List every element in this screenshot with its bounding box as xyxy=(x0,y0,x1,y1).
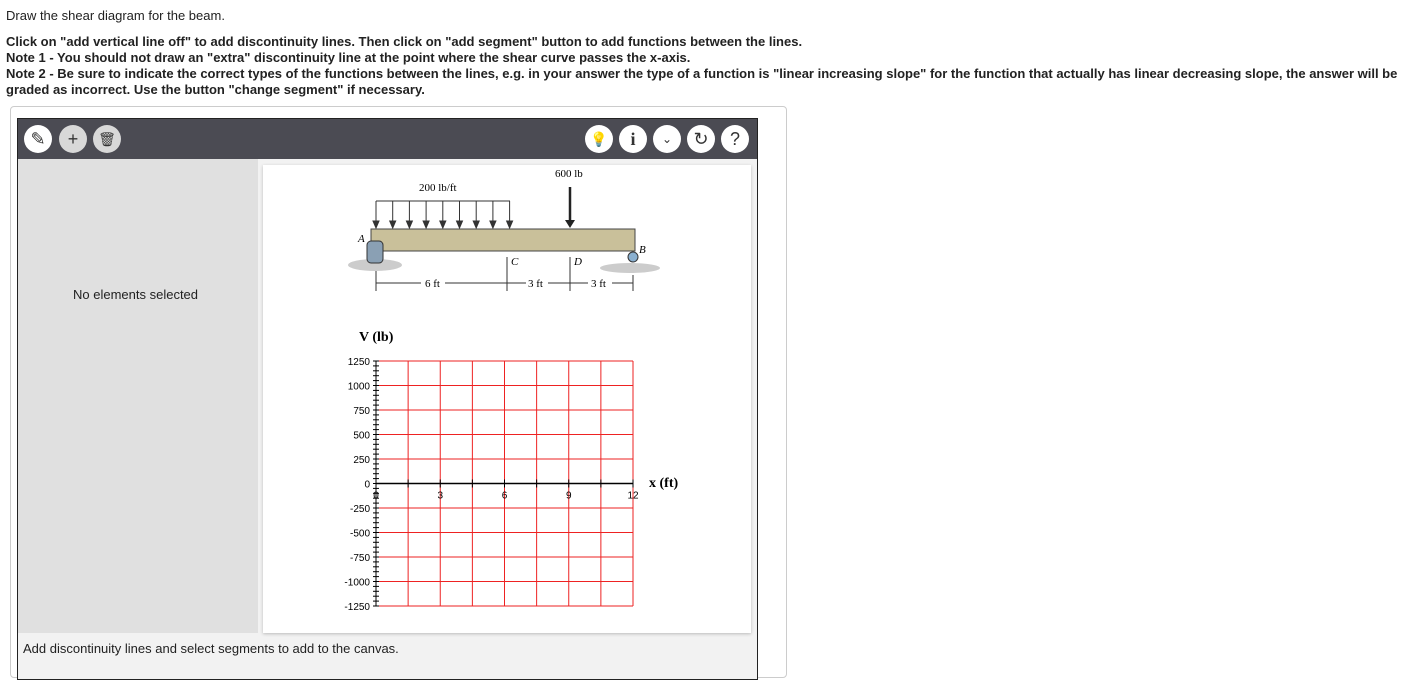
toolbar xyxy=(18,119,757,159)
chevron-down-icon: ⌄ xyxy=(661,132,673,146)
y-tick-label: 1000 xyxy=(347,381,370,393)
point-load-label: 600 lb xyxy=(555,168,583,180)
trash-icon: 🗑 xyxy=(98,130,116,147)
y-tick-label: -1250 xyxy=(344,602,370,613)
load-arrowhead-icon xyxy=(457,221,463,228)
beam-figure xyxy=(348,168,660,291)
help-button[interactable] xyxy=(721,125,749,153)
support-b-ground xyxy=(600,263,660,273)
y-tick-label: 750 xyxy=(353,406,370,417)
y-tick-label: -500 xyxy=(349,528,370,540)
y-tick-label: -750 xyxy=(349,553,370,564)
reset-button[interactable] xyxy=(687,125,715,153)
info-button[interactable] xyxy=(619,125,647,153)
beam xyxy=(371,229,635,251)
label-b: B xyxy=(639,244,646,256)
dropdown-button[interactable] xyxy=(653,125,681,153)
x-tick-label: 12 xyxy=(627,490,639,502)
lightbulb-icon: 💡 xyxy=(590,130,608,147)
x-tick-label: 3 xyxy=(437,490,444,502)
label-c: C xyxy=(511,256,519,268)
note-1: Note 1 - You should not draw an "extra" discontinuity line at the point where the shear curve passes the x-axis. xyxy=(6,50,691,65)
y-axis-label: V (lb) xyxy=(359,330,394,345)
problem-title: Draw the shear diagram for the beam. xyxy=(6,8,225,23)
no-selection-message: No elements selected xyxy=(73,287,199,302)
drawing-canvas[interactable] xyxy=(263,165,751,633)
pin-support-a xyxy=(367,241,383,263)
load-arrowhead-icon xyxy=(440,221,446,228)
label-d: D xyxy=(574,256,582,268)
distributed-load-label: 200 lb/ft xyxy=(419,182,457,194)
load-arrowhead-icon xyxy=(507,221,513,228)
y-tick-label: -250 xyxy=(349,504,370,515)
properties-panel xyxy=(18,159,258,633)
info-icon: i xyxy=(630,128,636,149)
hint-button[interactable] xyxy=(585,125,613,153)
pencil-plus-icon: ✎ xyxy=(30,128,46,149)
load-arrowhead-icon xyxy=(390,221,396,228)
add-vertical-line-button[interactable] xyxy=(24,125,52,153)
label-a: A xyxy=(358,233,365,245)
y-tick-label: -1000 xyxy=(344,577,370,589)
y-tick-label: 250 xyxy=(353,455,370,466)
delete-button[interactable] xyxy=(93,125,121,153)
distributed-load-arrows xyxy=(373,201,513,228)
load-arrowhead-icon xyxy=(490,221,496,228)
shear-diagram-tool xyxy=(17,118,758,680)
x-tick-label: 0 xyxy=(373,490,379,502)
canvas-svg xyxy=(263,165,751,633)
y-tick-label: 1250 xyxy=(347,357,370,368)
load-arrowhead-icon xyxy=(406,221,412,228)
dim-3ft-cd: 3 ft xyxy=(528,278,543,290)
instruction-line: Click on "add vertical line off" to add discontinuity lines. Then click on "add segment" button to add functions between the lines. xyxy=(6,34,803,49)
redo-icon: ↻ xyxy=(693,128,709,149)
shear-grid[interactable] xyxy=(344,357,639,613)
x-tick-label: 9 xyxy=(565,490,572,502)
dim-3ft-db: 3 ft xyxy=(591,278,606,290)
load-arrowhead-icon xyxy=(423,221,429,228)
add-segment-button[interactable] xyxy=(59,125,87,153)
question-icon: ? xyxy=(729,128,740,149)
note-2: Note 2 - Be sure to indicate the correct types of the functions between the lines, e.g. in your answer the type of a function is "linear increasing slope" for the function that actually has linear decreasing slope, the answer will be graded as incorrect. Use the button "change segment" if necessary. xyxy=(6,66,1398,97)
load-arrowhead-icon xyxy=(473,221,479,228)
dim-6ft: 6 ft xyxy=(425,278,440,290)
status-message: Add discontinuity lines and select segments to add to the canvas. xyxy=(23,641,399,656)
point-load-arrowhead-icon xyxy=(565,220,575,228)
y-tick-label: 500 xyxy=(353,430,370,442)
plus-icon: + xyxy=(67,128,79,149)
y-tick-label: 0 xyxy=(364,479,370,491)
x-axis-label: x (ft) xyxy=(649,476,679,491)
roller-support-b xyxy=(628,252,638,262)
x-tick-label: 6 xyxy=(501,490,508,502)
load-arrowhead-icon xyxy=(373,221,379,228)
